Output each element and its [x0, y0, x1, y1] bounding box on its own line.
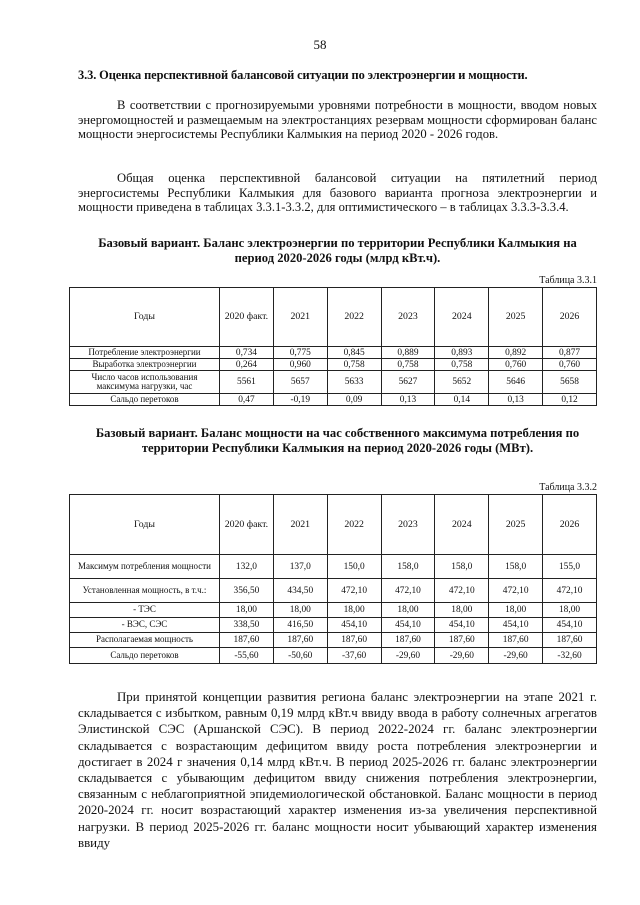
table-cell: 0,14 — [435, 394, 489, 406]
header-cell: 2020 факт. — [220, 288, 274, 347]
table-cell: 0,734 — [220, 347, 274, 359]
table-1-header-row — [70, 288, 597, 347]
table-cell: 0,13 — [489, 394, 543, 406]
row-label: Сальдо перетоков — [70, 648, 220, 664]
row-label: Максимум потребления мощности — [70, 555, 220, 579]
table-cell: 472,10 — [327, 579, 381, 603]
row-label: Число часов использования максимума нагрузки, час — [70, 371, 220, 394]
table-cell: 0,758 — [435, 359, 489, 371]
table-cell: 18,00 — [327, 603, 381, 618]
table-cell: 356,50 — [220, 579, 274, 603]
table-row — [70, 648, 597, 664]
table-cell: 0,760 — [489, 359, 543, 371]
table-cell: 454,10 — [327, 618, 381, 633]
table-cell: 0,889 — [381, 347, 435, 359]
header-cell: 2025 — [489, 288, 543, 347]
table-row — [70, 371, 597, 394]
table-cell: -29,60 — [381, 648, 435, 664]
table-cell: 434,50 — [273, 579, 327, 603]
table-cell: 472,10 — [435, 579, 489, 603]
table-cell: 5658 — [543, 371, 597, 394]
table-cell: 454,10 — [489, 618, 543, 633]
table-row — [70, 618, 597, 633]
table-2-header-row — [70, 495, 597, 555]
table-cell: 5652 — [435, 371, 489, 394]
page-number: 58 — [313, 37, 327, 52]
table-cell: 187,60 — [327, 633, 381, 648]
header-cell: 2025 — [489, 495, 543, 555]
table-cell: 158,0 — [435, 555, 489, 579]
header-cell: 2026 — [543, 288, 597, 347]
header-cell: 2021 — [273, 495, 327, 555]
table-cell: 454,10 — [435, 618, 489, 633]
table-cell: 416,50 — [273, 618, 327, 633]
table-cell: 155,0 — [543, 555, 597, 579]
table-cell: 0,47 — [220, 394, 274, 406]
table-cell: 187,60 — [489, 633, 543, 648]
table-cell: 18,00 — [220, 603, 274, 618]
table-2-label: Таблица 3.3.2 — [539, 482, 597, 493]
header-cell: Годы — [70, 288, 220, 347]
table-cell: 5627 — [381, 371, 435, 394]
table-cell: -50,60 — [273, 648, 327, 664]
table-cell: 132,0 — [220, 555, 274, 579]
table-cell: 0,877 — [543, 347, 597, 359]
row-label: Выработка электроэнергии — [70, 359, 220, 371]
row-label: Установленная мощность, в т.ч.: — [70, 579, 220, 603]
header-cell: 2026 — [543, 495, 597, 555]
header-cell: 2024 — [435, 288, 489, 347]
header-cell: 2024 — [435, 495, 489, 555]
table-cell: -32,60 — [543, 648, 597, 664]
table-cell: 18,00 — [543, 603, 597, 618]
header-cell: 2022 — [327, 288, 381, 347]
table-cell: -37,60 — [327, 648, 381, 664]
table-cell: 187,60 — [435, 633, 489, 648]
table-cell: 5657 — [273, 371, 327, 394]
table-cell: 150,0 — [327, 555, 381, 579]
table-cell: 18,00 — [381, 603, 435, 618]
table-cell: 158,0 — [489, 555, 543, 579]
table-cell: 0,892 — [489, 347, 543, 359]
header-cell: 2020 факт. — [220, 495, 274, 555]
table-cell: 472,10 — [489, 579, 543, 603]
table-cell: 187,60 — [543, 633, 597, 648]
table-cell: 0,960 — [273, 359, 327, 371]
row-label: - ВЭС, СЭС — [70, 618, 220, 633]
header-cell: 2022 — [327, 495, 381, 555]
table-1-energy-balance — [69, 287, 597, 406]
table-row — [70, 633, 597, 648]
table-cell: 472,10 — [381, 579, 435, 603]
table-cell: 5633 — [327, 371, 381, 394]
table-cell: 454,10 — [381, 618, 435, 633]
table-row — [70, 359, 597, 371]
table-cell: 0,13 — [381, 394, 435, 406]
table-row — [70, 579, 597, 603]
row-label: Потребление электроэнергии — [70, 347, 220, 359]
row-label: Располагаемая мощность — [70, 633, 220, 648]
header-cell: 2021 — [273, 288, 327, 347]
intro-paragraph-1: В соответствии с прогнозируемыми уровнями потребности в мощности, вводом новых энергомощностей и размещаемым на электростанциях резервам мощности сформирован баланс мощности энергосистемы Республики Калмыкия на период 2020 - 2026 годов. — [78, 98, 597, 142]
table-cell: -55,60 — [220, 648, 274, 664]
header-cell: 2023 — [381, 495, 435, 555]
table-cell: 0,12 — [543, 394, 597, 406]
table-cell: 454,10 — [543, 618, 597, 633]
table-cell: 158,0 — [381, 555, 435, 579]
table-row — [70, 347, 597, 359]
table-row — [70, 603, 597, 618]
table-cell: 0,760 — [543, 359, 597, 371]
table-cell: -29,60 — [489, 648, 543, 664]
row-label: Сальдо перетоков — [70, 394, 220, 406]
table-cell: 18,00 — [435, 603, 489, 618]
table-row — [70, 555, 597, 579]
intro-paragraph-2: Общая оценка перспективной балансовой ситуации на пятилетний период энергосистемы Республики Калмыкия для базового варианта прогноза электроэнергии и мощности приведена в таблицах 3.3.1-3.3.2, для оптимистического – в таблицах 3.3.3-3.3.4. — [78, 171, 597, 215]
table-cell: -29,60 — [435, 648, 489, 664]
table-cell: 338,50 — [220, 618, 274, 633]
table-cell: 0,758 — [381, 359, 435, 371]
table-cell: 0,845 — [327, 347, 381, 359]
table-2-caption: Базовый вариант. Баланс мощности на час собственного максимума потребления по территории Республики Калмыкия на период 2020-2026 годы (МВт). — [95, 426, 580, 455]
table-cell: 187,60 — [273, 633, 327, 648]
table-2-power-balance — [69, 494, 597, 664]
table-cell: 0,758 — [327, 359, 381, 371]
header-cell: Годы — [70, 495, 220, 555]
table-cell: 0,775 — [273, 347, 327, 359]
table-cell: 5561 — [220, 371, 274, 394]
closing-paragraph: При принятой концепции развития региона баланс электроэнергии на этапе 2021 г. складывается с избытком, равным 0,19 млрд кВт.ч ввиду ввода в работу солнечных агрегатов Элистинской СЭС (Аршанской СЭС). В период 2022-2024 гг. баланс электроэнергии складывается с возрастающим дефицитом ввиду роста потребления электроэнергии и достигает в 2024 г значения 0,14 млрд кВт.ч. В период 2025-2026 гг. баланс электроэнергии складывается с убывающим дефицитом ввиду снижения потребления электроэнергии, связанным с неблагоприятной эпидемиологической обстановкой. Баланс мощности в период 2020-2024 гг. носит возрастающий характер изменения из-за увеличения перспективной нагрузки. В период 2025-2026 гг. баланс мощности носит убывающий характер изменения ввиду — [78, 690, 597, 850]
table-row — [70, 394, 597, 406]
table-cell: 0,893 — [435, 347, 489, 359]
header-cell: 2023 — [381, 288, 435, 347]
section-heading: 3.3. Оценка перспективной балансовой ситуации по электроэнергии и мощности. — [78, 68, 528, 82]
table-cell: 187,60 — [220, 633, 274, 648]
table-cell: 5646 — [489, 371, 543, 394]
table-cell: 137,0 — [273, 555, 327, 579]
table-cell: 18,00 — [489, 603, 543, 618]
table-cell: 0,09 — [327, 394, 381, 406]
table-1-caption: Базовый вариант. Баланс электроэнергии по территории Республики Калмыкия на период 2020-2026 годы (млрд кВт.ч). — [98, 236, 577, 265]
table-cell: 187,60 — [381, 633, 435, 648]
table-cell: 18,00 — [273, 603, 327, 618]
table-1-label: Таблица 3.3.1 — [539, 275, 597, 286]
table-cell: 0,264 — [220, 359, 274, 371]
row-label: - ТЭС — [70, 603, 220, 618]
table-cell: 472,10 — [543, 579, 597, 603]
table-cell: -0,19 — [273, 394, 327, 406]
